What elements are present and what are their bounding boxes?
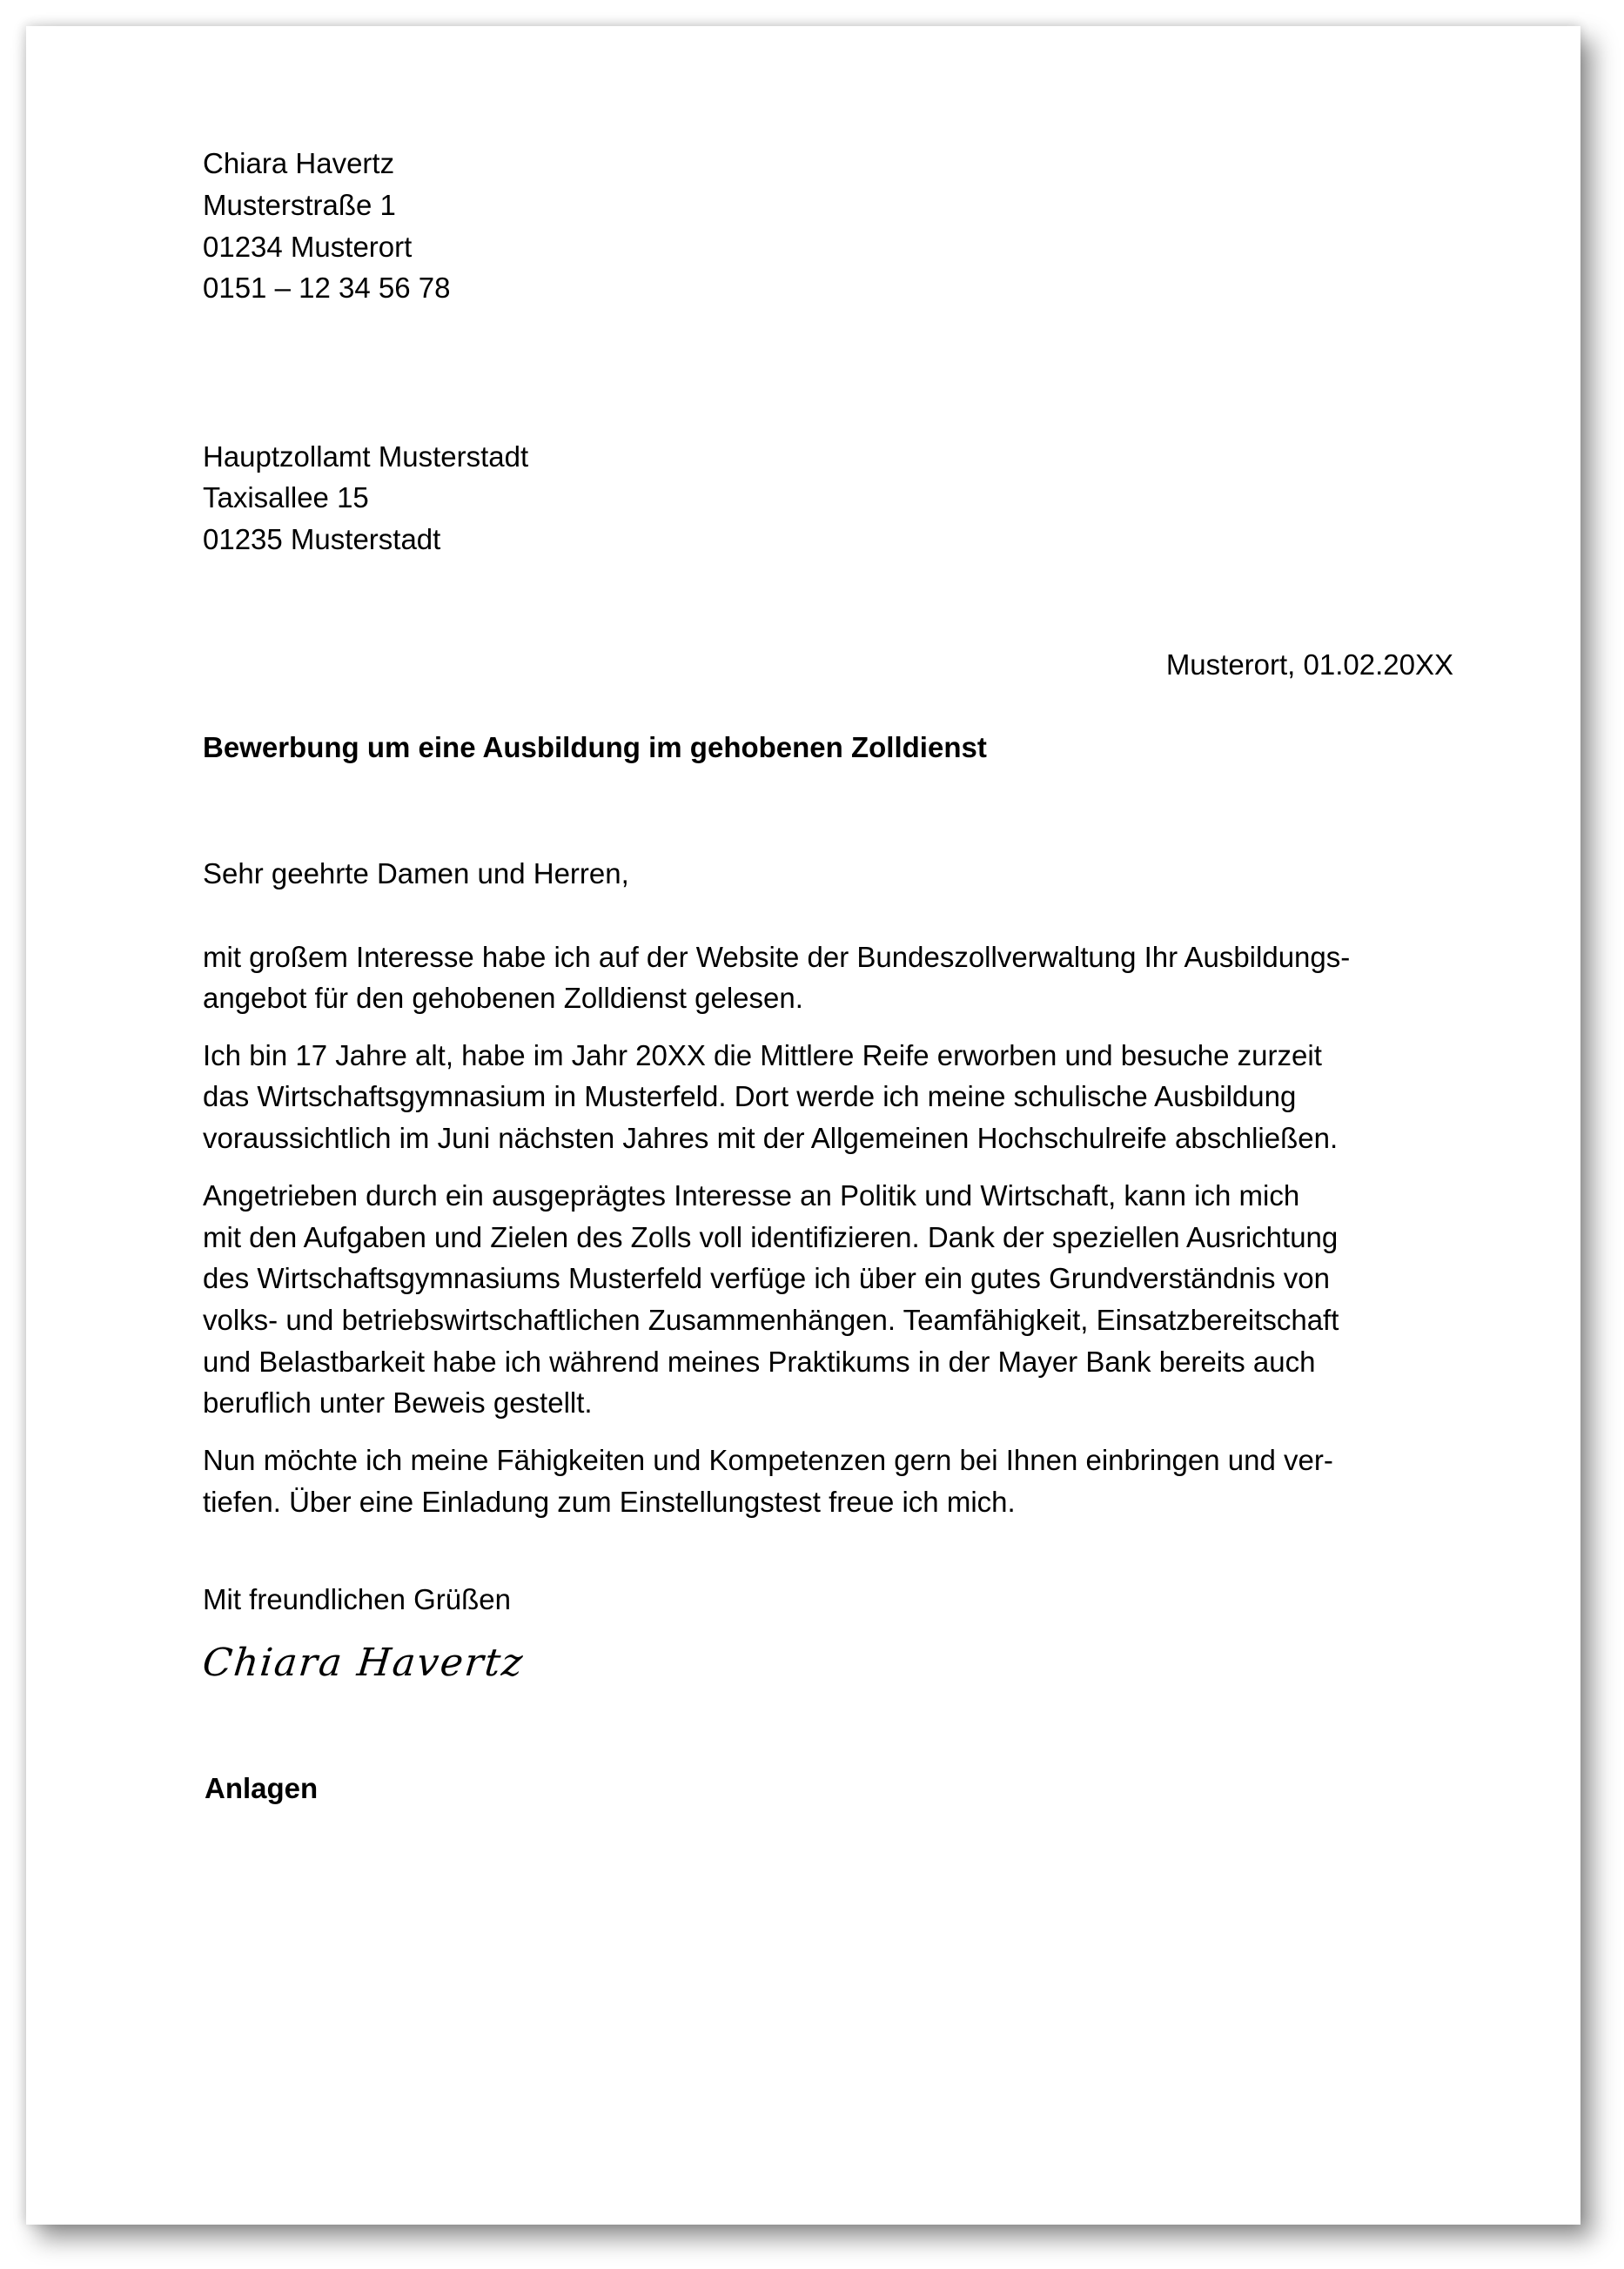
attachments-label: Anlagen [205, 1772, 319, 1804]
subject-line: Bewerbung um eine Ausbildung im gehobenen Zolldienst [203, 731, 987, 763]
recipient-city: 01235 Musterstadt [203, 523, 441, 555]
paragraph-line: das Wirtschaftsgymnasium in Musterfeld. Dort werde ich meine schulische Ausbildung [203, 1080, 1297, 1112]
paragraph-line: beruflich unter Beweis gestellt. [203, 1386, 593, 1419]
sender-city: 01234 Musterort [203, 231, 413, 263]
paragraph-line: voraussichtlich im Juni nächsten Jahres mit der Allgemeinen Hochschulreife abschließen. [203, 1122, 1339, 1154]
sender-phone: 0151 – 12 34 56 78 [203, 272, 451, 304]
sender-street: Musterstraße 1 [203, 189, 396, 221]
recipient-name: Hauptzollamt Musterstadt [203, 440, 529, 473]
paragraph-line: mit den Aufgaben und Zielen des Zolls voll identifizieren. Dank der speziellen Ausrichtung [203, 1221, 1339, 1253]
sender-name: Chiara Havertz [203, 147, 395, 179]
paragraph-line: angebot für den gehobenen Zolldienst gelesen. [203, 982, 803, 1014]
paragraph-line: Angetrieben durch ein ausgeprägtes Interesse an Politik und Wirtschaft, kann ich mich [203, 1179, 1300, 1212]
closing-phrase: Mit freundlichen Grüßen [203, 1583, 511, 1615]
paragraph-line: volks- und betriebswirtschaftlichen Zusammenhängen. Teamfähigkeit, Einsatzbereitschaft [203, 1304, 1339, 1336]
salutation: Sehr geehrte Damen und Herren, [203, 857, 629, 889]
letter-page [26, 26, 1580, 2225]
paragraph-line: des Wirtschaftsgymnasiums Musterfeld verfüge ich über ein gutes Grundverständnis von [203, 1262, 1330, 1294]
paragraph-line: und Belastbarkeit habe ich während meines Praktikums in der Mayer Bank bereits auch [203, 1346, 1316, 1378]
paragraph-line: mit großem Interesse habe ich auf der Website der Bundeszollverwaltung Ihr Ausbildungs- [203, 941, 1351, 973]
place-date: Musterort, 01.02.20XX [1165, 648, 1453, 681]
paragraph-line: Nun möchte ich meine Fähigkeiten und Kompetenzen gern bei Ihnen einbringen und ver- [203, 1444, 1333, 1476]
recipient-street: Taxisallee 15 [203, 481, 369, 514]
paragraph-line: tiefen. Über eine Einladung zum Einstellungstest freue ich mich. [203, 1486, 1016, 1518]
signature: Chiara Havertz [200, 1641, 527, 1685]
paragraph-line: Ich bin 17 Jahre alt, habe im Jahr 20XX die Mittlere Reife erworben und besuche zurzeit [203, 1039, 1322, 1071]
